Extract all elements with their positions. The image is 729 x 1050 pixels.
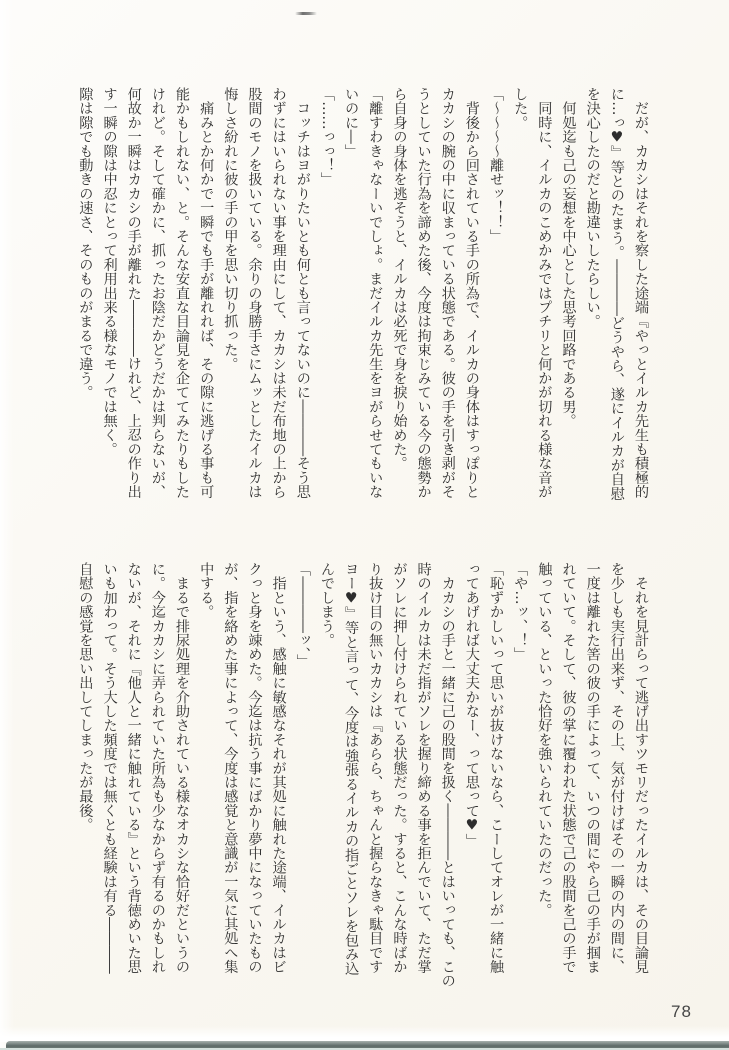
text-column: 背後から回されている手の所為で、イルカの身体はすっぽりと [463, 87, 480, 499]
text-column: うとしていた行為を諦めた後、今度は拘束じみている今の態勢か [415, 87, 432, 499]
text-column: それを見計らって逃げ出すツモリだったイルカは、その目論見 [633, 562, 649, 974]
text-column: す一瞬の隙は中忍にとって利用出来る様なモノでは無く。 [101, 87, 118, 457]
text-column: 指という、感触に敏感なそれが其処に触れた途端、イルカはビ [270, 562, 287, 974]
text-column: を少しも実行出来ず、その上、気が付けばその一瞬の内の間に、 [608, 562, 625, 974]
text-column: 何故か一瞬はカカシの手が離れた――――けれど、上忍の作り出 [125, 87, 142, 499]
text-column: クっと身を竦めた。今迄は抗う事にばかり夢中になっていたもの [246, 562, 263, 974]
text-column: けれど。そして確かに、抓ったお陰だかどうだかは判らないが、 [149, 87, 166, 499]
text-column: 自慰の感覚を思い出してしまったが最後。 [77, 562, 94, 832]
text-column: が、指を絡めた事によって、今度は感覚と意識が一気に其処へ集 [222, 562, 239, 974]
text-column: ヨー♥』等と言って、今度は強張るイルカの指ごとソレを包み込 [343, 562, 360, 976]
text-column: 能かもしれない、と。そんな安直な目論見を企ててみたりもした [174, 87, 191, 499]
text-column: 痛みとか何かで一瞬でも手が離れれば、その隙に逃げる事も可 [198, 87, 215, 499]
text-column: ないが、それに『他人と一緒に触れている』という背徳めいた思 [125, 562, 142, 974]
text-column: 同時に、イルカのこめかみではプチリと何かが切れる様な音が [536, 87, 553, 499]
text-column: した。 [512, 87, 529, 130]
text-column: 股間のモノを扱いている。余りの身勝手さにムッとしたイルカは [246, 87, 263, 499]
text-column: ってあげれば大丈夫かなー、って思って♥」 [463, 562, 480, 848]
text-column: 「……っっ！」 [318, 87, 335, 187]
text-column: いのに―」 [343, 87, 360, 158]
text-column: 隙は隙でも動きの速さ、そのものがまるで違う。 [77, 87, 94, 400]
text-column: カカシの手と一緒に己の股間を扱く――――とはいっても、この [439, 562, 456, 988]
text-column: いも加わって。そう大した頻度では無くとも経験は有る―――― [101, 562, 118, 974]
text-column: を決心したのだと勘違いしたらしい。 [584, 87, 601, 329]
text-block-bottom [73, 562, 653, 988]
text-column: 「や…ッ、！」 [512, 562, 529, 662]
text-column: まるで排尿処理を介助されている様なオカシな恰好だというの [174, 562, 191, 974]
text-column: 「離すわきゃなーいでしょ。まだイルカ先生をヨがらせてもいな [367, 87, 384, 499]
scan-edge-bottom-white [0, 1026, 729, 1042]
text-column: 一度は離れた筈の彼の手によって、いつの間にやら己の手が掴ま [584, 562, 601, 974]
text-column: 触っている、といった恰好を強いられていたのだった。 [536, 562, 553, 917]
text-column: 「恥ずかしいって思いが抜けないなら、こーしてオレが一緒に触 [488, 562, 505, 974]
text-column: がソレに押し付けられている状態だった。すると、こんな時ばか [391, 562, 408, 974]
text-column: に…っ♥』等とのたまう。――――どうやら、遂にイルカが自慰 [608, 87, 625, 501]
text-column: 時のイルカは未だ指がソレを握り締める事を拒んでいて、ただ掌 [415, 562, 432, 974]
page-number: 78 [671, 1002, 692, 1021]
text-column: 「〜〜〜〜離せッ！！」 [488, 87, 505, 244]
text-column: だが、カカシはそれを察した途端『やっとイルカ先生も積極的 [633, 87, 649, 499]
text-column: れていて。そして、彼の掌に覆われた状態で己の股間を己の手で [560, 562, 577, 974]
text-column: に。今迄カカシに弄られていた所為も少なからず有るのかもしれ [149, 562, 166, 974]
text-column: 「――――ッ、」 [294, 562, 311, 669]
text-column: 悔しさ紛れに彼の手の甲を思い切り抓った。 [222, 87, 239, 371]
scan-edge-bottom-band [6, 1041, 729, 1048]
text-column: 何処迄も己の妄想を中心とした思考回路である男。 [560, 87, 577, 428]
text-column: わずにはいられない事を理由にして、カカシは未だ布地の上から [270, 87, 287, 499]
text-column: 中する。 [198, 562, 215, 619]
text-column: ら自身の身体を逃そうと、イルカは必死で身を捩り始めた。 [391, 87, 408, 471]
scan-artifact-dash [295, 12, 317, 15]
text-column: カカシの腕の中に収まっている状態である。彼の手を引き剥がそ [439, 87, 456, 499]
text-column: コッチはヨがりたいとも何とも言ってないのに――――そう思 [294, 87, 311, 499]
text-column: んでしまう。 [318, 562, 335, 648]
scan-edge-left [0, 0, 14, 1050]
text-block-top [73, 87, 653, 501]
text-column: り抜け目の無いカカシは『あらら、ちゃんと握らなきゃ駄目です [367, 562, 384, 974]
